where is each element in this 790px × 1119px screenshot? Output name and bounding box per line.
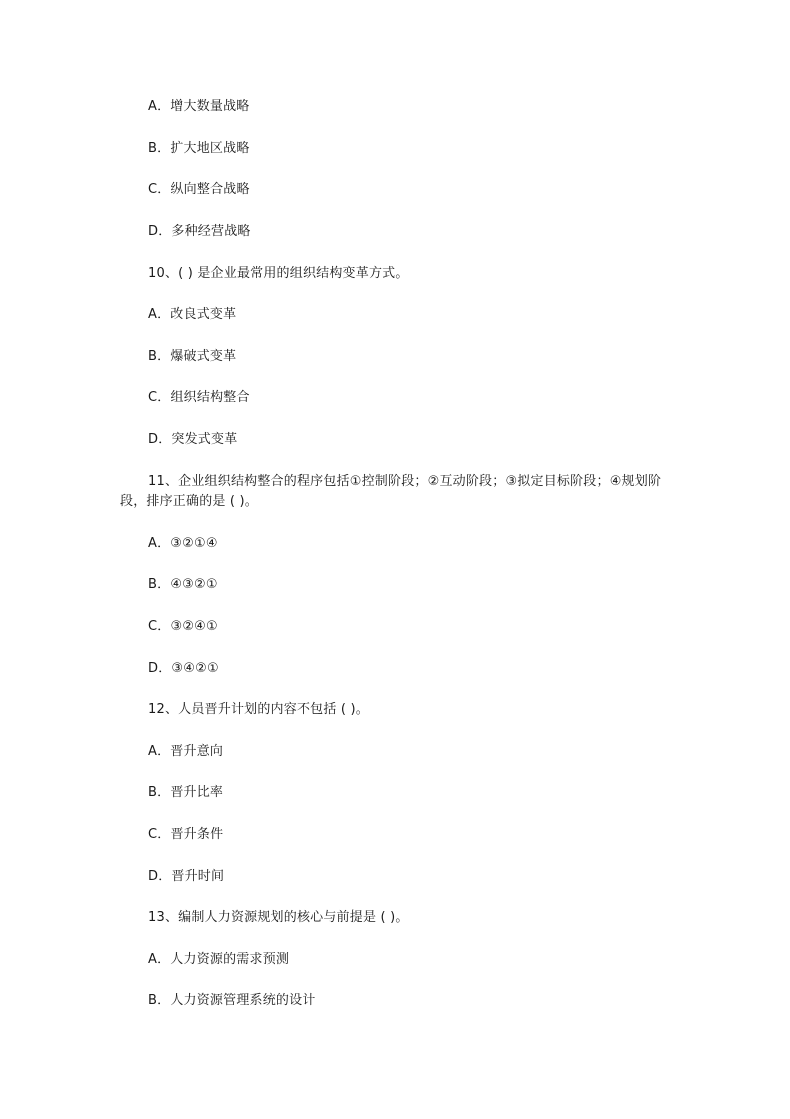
q11-option-b: B．④③②① [148, 577, 218, 592]
q11-option-c: C．③②④① [148, 619, 218, 634]
question-10: 10、( ) 是企业最常用的组织结构变革方式。 [148, 266, 409, 281]
option-a: A．增大数量战略 [148, 99, 250, 114]
question-12: 12、人员晋升计划的内容不包括 ( )。 [148, 702, 369, 717]
q10-option-b: B．爆破式变革 [148, 349, 237, 364]
option-d: D．多种经营战略 [148, 224, 251, 239]
q13-option-b: B．人力资源管理系统的设计 [148, 993, 316, 1008]
q12-option-b: B．晋升比率 [148, 785, 224, 800]
question-11: 11、企业组织结构整合的程序包括①控制阶段；②互动阶段；③拟定目标阶段；④规划阶段，排序正确的是 ( )。 [120, 474, 662, 509]
option-b: B．扩大地区战略 [148, 141, 250, 156]
q10-option-d: D．突发式变革 [148, 432, 238, 447]
q11-option-a: A．③②①④ [148, 536, 218, 551]
question-13: 13、编制人力资源规划的核心与前提是 ( )。 [148, 910, 409, 925]
q12-option-d: D．晋升时间 [148, 869, 225, 884]
q12-option-a: A．晋升意向 [148, 744, 224, 759]
q13-option-a: A．人力资源的需求预测 [148, 952, 290, 967]
q10-option-c: C．组织结构整合 [148, 390, 250, 405]
q11-option-d: D．③④②① [148, 661, 219, 676]
option-c: C．纵向整合战略 [148, 182, 250, 197]
q10-option-a: A．改良式变革 [148, 307, 237, 322]
q12-option-c: C．晋升条件 [148, 827, 224, 842]
